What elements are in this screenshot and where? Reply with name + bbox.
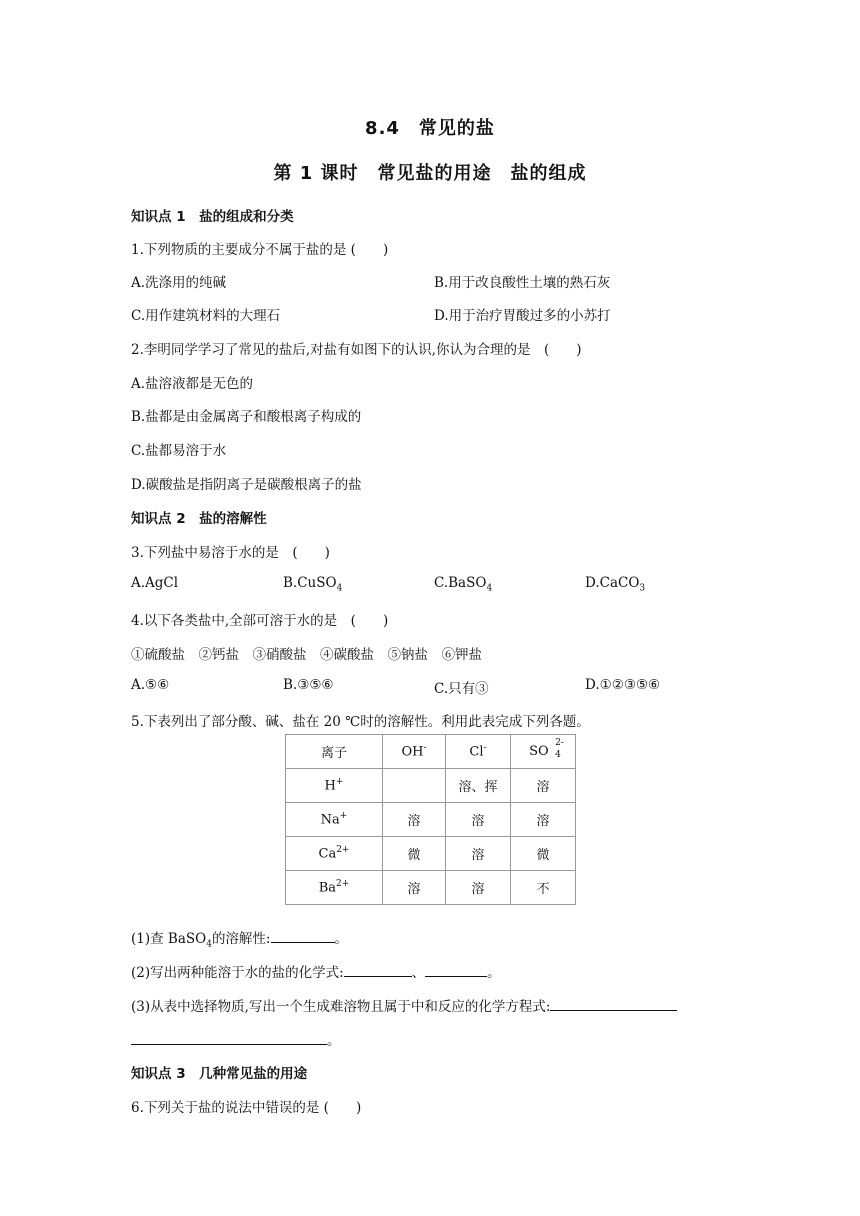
question-6-stem: 6.下列关于盐的说法中错误的是 ( ) [131,1100,362,1116]
question-5-part-2: (2)写出两种能溶于水的盐的化学式: 、 。 [131,961,501,981]
question-2-option-c: C.盐都易溶于水 [131,443,227,459]
lesson-subtitle: 第 1 课时 常见盐的用途 盐的组成 [273,163,587,184]
table-cell: $Ba^{2+}$ [286,871,383,905]
table-cell: 微 [511,837,576,871]
question-5-part-3-continued: 。 [131,1029,341,1049]
knowledge-point-3: 知识点 3 几种常见盐的用途 [131,1066,308,1082]
question-4-option-c: C.只有③ [434,681,489,697]
answer-blank[interactable] [344,962,412,977]
question-1-option-a: A.洗涤用的纯碱 [131,275,227,291]
question-3-option-c: C.BaSO$_4$ [434,575,493,594]
knowledge-point-1: 知识点 1 盐的组成和分类 [131,209,294,225]
table-cell: 微 [383,837,446,871]
table-cell: 不 [511,871,576,905]
table-header-cell: Cl- [446,735,511,769]
table-cell: 溶 [446,871,511,905]
table-cell: $Ca^{2+}$ [286,837,383,871]
question-2-option-d: D.碳酸盐是指阴离子是碳酸根离子的盐 [131,477,362,493]
table-row [286,871,576,905]
question-3-option-d: D.CaCO$_3$ [585,575,646,594]
table-cell: 溶 [511,769,576,803]
question-4-stem: 4.以下各类盐中,全部可溶于水的是 ( ) [131,613,389,629]
question-1-option-b: B.用于改良酸性土壤的熟石灰 [434,275,611,291]
table-cell: 溶 [511,803,576,837]
table-row [286,803,576,837]
question-3-stem: 3.下列盐中易溶于水的是 ( ) [131,545,330,561]
solubility-table [285,734,576,905]
question-4-option-d: D.①②③⑤⑥ [585,677,661,693]
question-2-option-a: A.盐溶液都是无色的 [131,376,254,392]
question-3-option-b: B.CuSO$_4$ [283,575,343,594]
question-1-option-c: C.用作建筑材料的大理石 [131,308,281,324]
question-2-stem: 2.李明同学学习了常见的盐后,对盐有如图下的认识,你认为合理的是 ( ) [131,342,582,358]
question-4-option-a: A.⑤⑥ [131,677,170,693]
table-header-cell: SO 2- 4 [511,735,576,769]
section-title: 8.4 常见的盐 [365,118,495,139]
table-cell: 溶 [446,803,511,837]
table-cell: 溶 [383,871,446,905]
table-cell [383,769,446,803]
answer-blank[interactable] [425,962,487,977]
knowledge-point-2: 知识点 2 盐的溶解性 [131,511,267,527]
table-cell: 溶 [446,837,511,871]
question-4-items: ①硫酸盐 ②钙盐 ③硝酸盐 ④碳酸盐 ⑤钠盐 ⑥钾盐 [131,647,482,663]
table-cell: H+ [286,769,383,803]
question-4-option-b: B.③⑤⑥ [283,677,334,693]
question-5-part-1: (1)查 BaSO$_4$的溶解性: 。 [131,927,348,950]
question-3-option-a: A.AgCl [131,575,179,591]
table-header-row [286,735,576,769]
table-cell: 溶 [383,803,446,837]
answer-blank[interactable] [271,928,335,943]
question-2-option-b: B.盐都是由金属离子和酸根离子构成的 [131,409,362,425]
question-5-stem: 5.下表列出了部分酸、碱、盐在 20 ℃时的溶解性。利用此表完成下列各题。 [131,714,590,730]
question-5-part-3: (3)从表中选择物质,写出一个生成难溶物且属于中和反应的化学方程式: [131,995,677,1015]
answer-blank[interactable] [550,996,677,1011]
table-row [286,769,576,803]
table-header-cell: 离子 [286,735,383,769]
table-cell: 溶、挥 [446,769,511,803]
answer-blank[interactable] [131,1030,327,1045]
question-1-stem: 1.下列物质的主要成分不属于盐的是 ( ) [131,242,389,258]
question-1-option-d: D.用于治疗胃酸过多的小苏打 [434,308,611,324]
table-row [286,837,576,871]
table-header-cell: OH- [383,735,446,769]
table-cell: Na+ [286,803,383,837]
